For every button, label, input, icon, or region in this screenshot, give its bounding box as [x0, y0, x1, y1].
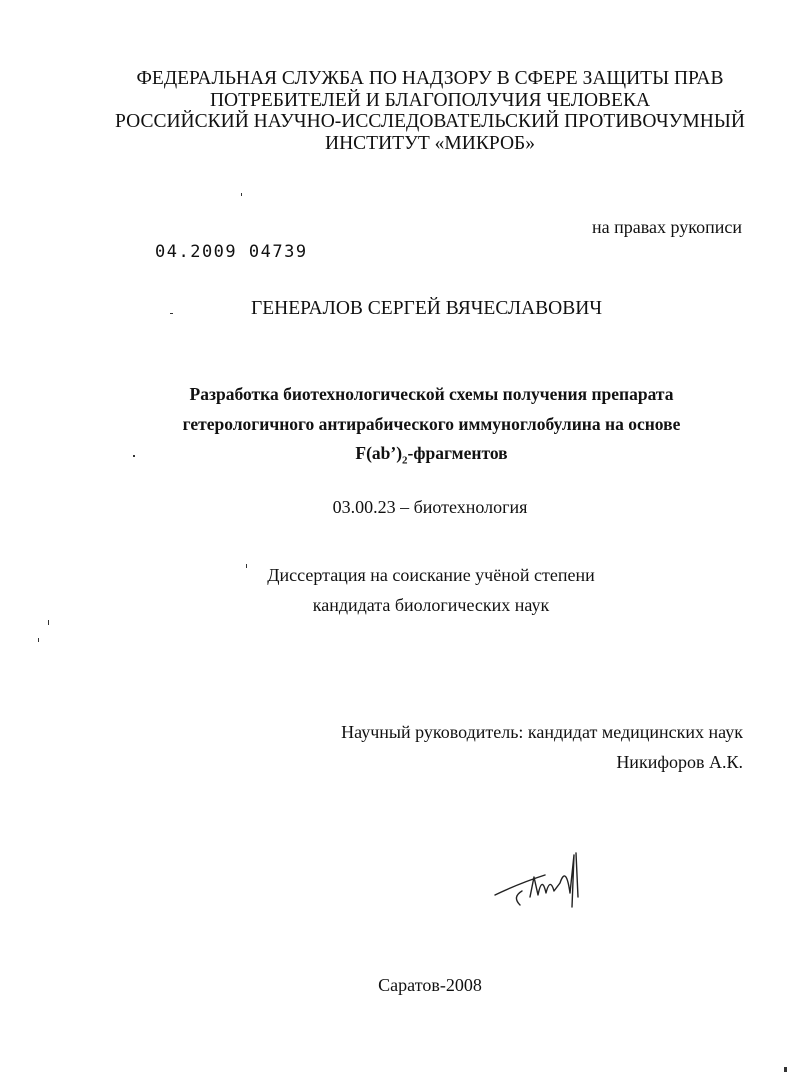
scan-speck — [170, 313, 173, 314]
dissertation-title — [0, 380, 793, 476]
scan-speck — [48, 620, 49, 625]
title-line-3-suffix: -фрагментов — [407, 443, 508, 463]
header-line-2: ПОТРЕБИТЕЛЕЙ И БЛАГОПОЛУЧИЯ ЧЕЛОВЕКА — [209, 89, 651, 111]
supervisor-line-1: Научный руководитель: кандидат медицинских наук — [341, 722, 743, 742]
title-line-3 — [0, 439, 793, 476]
degree-line-1: Диссертация на соискание учёной степени — [267, 565, 595, 585]
manuscript-note: на правах рукописи — [592, 217, 742, 237]
title-line-3-subscript: 2 — [402, 454, 408, 467]
header-line-3: РОССИЙСКИЙ НАУЧНО-ИССЛЕДОВАТЕЛЬСКИЙ ПРОТИВОЧУМНЫЙ — [115, 111, 745, 132]
title-line-2: гетерологичного антирабического иммуноглобулина на основе — [182, 413, 681, 434]
header-line-4: ИНСТИТУТ «МИКРОБ» — [325, 132, 535, 154]
handwritten-signature — [490, 845, 600, 915]
scan-speck — [246, 564, 247, 568]
specialty-code: 03.00.23 – биотехнология — [332, 497, 528, 517]
degree-line-2: кандидата биологических наук — [312, 595, 550, 615]
scan-speck — [38, 638, 39, 642]
header-line-1: ФЕДЕРАЛЬНАЯ СЛУЖБА ПО НАДЗОРУ В СФЕРЕ ЗАЩИТЫ ПРАВ — [136, 68, 724, 89]
title-line-3-prefix: F(ab’) — [355, 443, 403, 463]
city-year: Саратов-2008 — [378, 975, 482, 995]
supervisor-block — [341, 717, 743, 777]
organization-header — [60, 68, 793, 154]
author-name: ГЕНЕРАЛОВ СЕРГЕЙ ВЯЧЕСЛАВОВИЧ — [250, 298, 602, 319]
degree-statement — [0, 560, 793, 620]
scan-speck — [784, 1067, 787, 1072]
scan-speck — [241, 193, 242, 196]
supervisor-line-2: Никифоров А.К. — [616, 752, 743, 772]
stamp-number: 04.2009 04739 — [155, 242, 308, 262]
title-line-1: Разработка биотехнологической схемы получения препарата — [189, 384, 674, 404]
registration-stamp — [155, 242, 308, 262]
scan-speck — [133, 455, 135, 457]
